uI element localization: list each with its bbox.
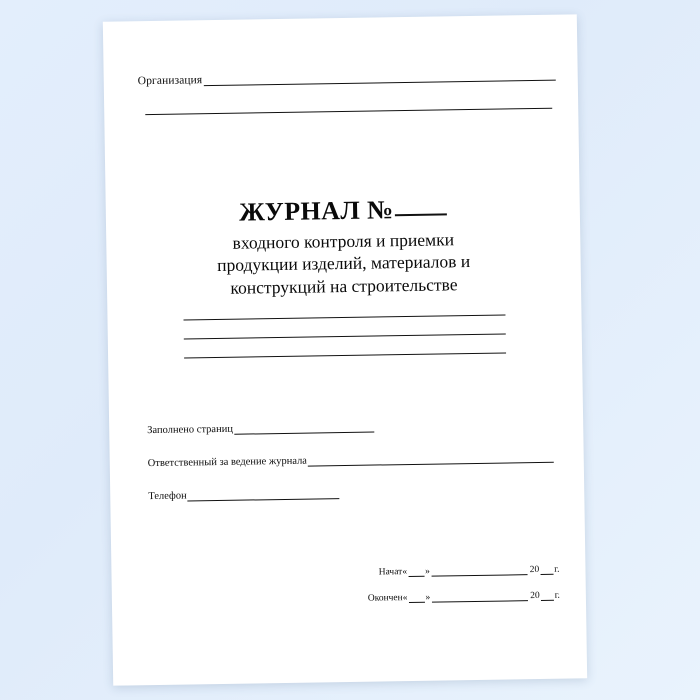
field-phone-label: Телефон [148, 490, 187, 503]
field-responsible-person [148, 452, 554, 469]
footer-start-month-input[interactable] [432, 565, 528, 577]
field-pages-filled [147, 419, 553, 436]
footer-start-label: Начат [378, 567, 403, 578]
subtitle-line-3: конструкций на строительстве [230, 274, 458, 298]
footer-finish-month-input[interactable] [432, 591, 528, 603]
page-content [103, 14, 587, 685]
document-title [239, 194, 447, 227]
organization-label: Организация [137, 74, 203, 88]
footer-dates-block [329, 565, 560, 621]
title-block [106, 192, 582, 301]
organization-line-2[interactable] [145, 97, 552, 115]
document-subtitle [106, 226, 581, 301]
document-page [103, 14, 587, 685]
organization-line-1[interactable] [203, 69, 556, 87]
footer-start-year-prefix: 20 [529, 564, 540, 576]
document-title-text: ЖУРНАЛ № [238, 195, 394, 227]
organization-row-1 [138, 69, 556, 88]
footer-start-year-suffix: г. [554, 564, 560, 575]
footer-start-year-input[interactable] [540, 565, 553, 575]
footer-start-quote-close: » [424, 566, 430, 577]
footer-start-row [329, 565, 559, 579]
organization-row-2 [144, 97, 552, 115]
field-pages-filled-input[interactable] [234, 422, 374, 435]
organization-block [138, 69, 557, 132]
footer-finish-quote-close: » [425, 592, 431, 603]
footer-finish-year-input[interactable] [541, 591, 554, 601]
fields-block [147, 419, 555, 524]
footer-start-quote-open: « [402, 567, 408, 578]
footer-finish-year-suffix: г. [554, 590, 560, 601]
footer-finish-quote-open: « [402, 593, 408, 604]
subtitle-line-1: входного контроля и приемки [232, 229, 455, 253]
footer-start-day-input[interactable] [408, 567, 424, 577]
field-responsible-person-label: Ответственный за ведение журнала [147, 455, 308, 470]
field-phone [148, 485, 554, 502]
field-phone-input[interactable] [188, 488, 340, 501]
subtitle-line-2: продукции изделий, материалов и [216, 251, 471, 276]
footer-finish-row [330, 591, 560, 605]
object-line-3[interactable] [184, 351, 506, 358]
footer-finish-day-input[interactable] [408, 593, 424, 603]
footer-finish-label: Окончен [367, 593, 403, 604]
object-line-2[interactable] [184, 332, 506, 339]
object-lines-block [107, 312, 582, 376]
footer-finish-year-prefix: 20 [530, 590, 540, 602]
field-responsible-person-input[interactable] [308, 452, 554, 467]
field-pages-filled-label: Заполнено страниц [147, 423, 233, 437]
object-line-1[interactable] [183, 313, 505, 320]
journal-number-blank[interactable] [395, 213, 447, 216]
